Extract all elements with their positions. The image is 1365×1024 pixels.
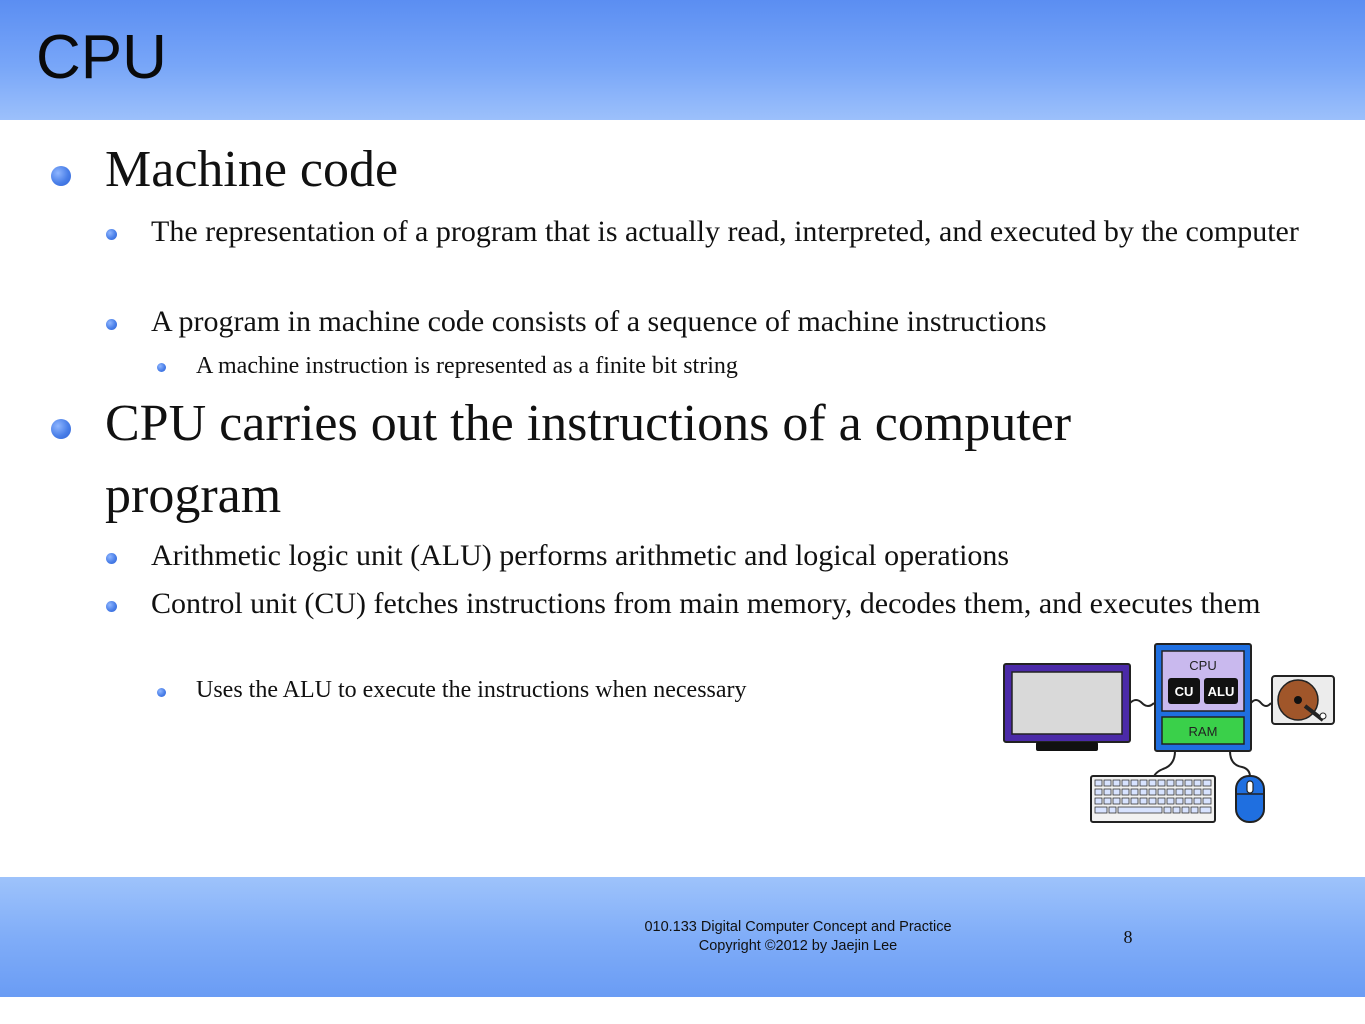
page-number: 8: [1123, 927, 1133, 947]
bullet-dot: [106, 229, 117, 240]
bullet-alu: Arithmetic logic unit (ALU) performs arithmetic and logical operations: [151, 539, 1010, 572]
bullet-program-sequence: A program in machine code consists of a sequence of machine instructions: [151, 305, 1047, 338]
ram-label: RAM: [1188, 724, 1218, 739]
mouse-icon: [1236, 776, 1264, 822]
cu-label: CU: [1174, 684, 1194, 699]
footer-copyright: Copyright ©2012 by Jaejin Lee: [698, 938, 898, 954]
keyboard-icon: [1091, 776, 1215, 822]
bullet-uses-alu: Uses the ALU to execute the instructions when necessary: [196, 677, 747, 703]
computer-illustration: [1000, 640, 1340, 830]
bullet-dot: [157, 688, 166, 697]
slide-title: CPU: [36, 23, 167, 92]
bullet-dot: [106, 553, 117, 564]
bullet-dot: [51, 166, 71, 186]
alu-label: ALU: [1207, 684, 1235, 699]
bullet-dot: [106, 319, 117, 330]
bullet-dot: [51, 419, 71, 439]
slide-header: [0, 0, 1365, 120]
bullet-machine-code-definition: The representation of a program that is actually read, interpreted, and executed by the computer: [151, 215, 1299, 248]
bullet-dot: [106, 601, 117, 612]
footer-text: [598, 918, 998, 956]
bullet-cu: Control unit (CU) fetches instructions from main memory, decodes them, and executes them: [151, 587, 1261, 620]
bullet-cpu-carries-out: CPU carries out the instructions of a computer program: [105, 395, 1072, 524]
footer-course: 010.133 Digital Computer Concept and Practice: [644, 919, 952, 935]
cpu-label: CPU: [1189, 658, 1217, 673]
bullet-dot: [157, 363, 166, 372]
bullet-instruction-bits: A machine instruction is represented as a finite bit string: [196, 353, 738, 379]
bullet-machine-code: Machine code: [105, 141, 399, 198]
